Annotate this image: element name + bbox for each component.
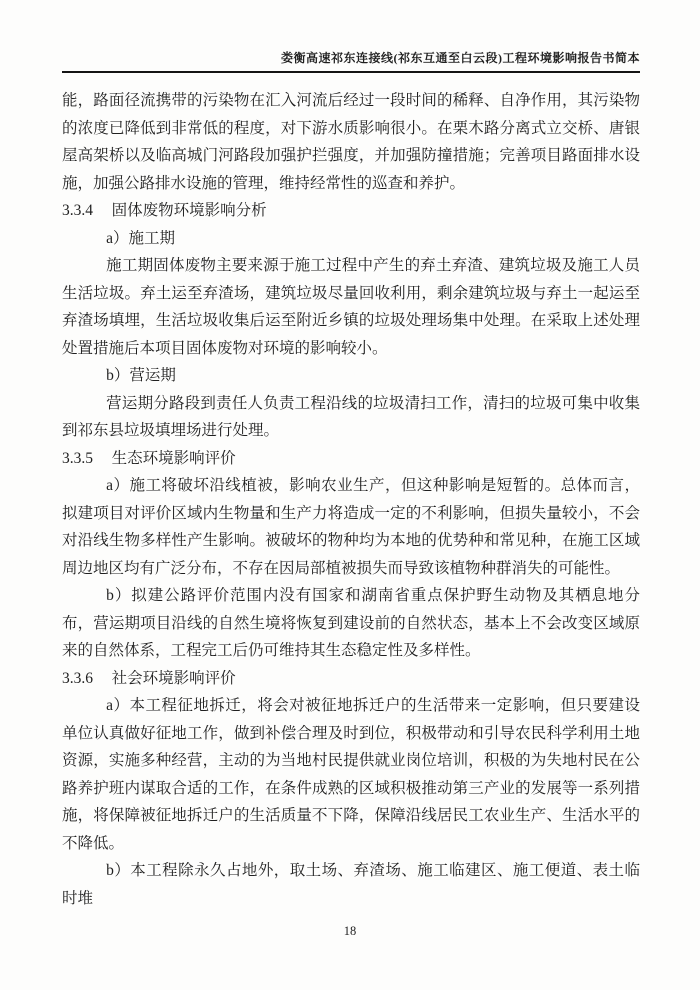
section-number: 3.3.6 [62,669,93,687]
section-title: 社会环境影响评价 [111,669,236,687]
paragraph-solid-waste-operation: 营运期分路段到责任人负责工程沿线的垃圾清扫工作，清扫的垃圾可集中收集到祁东县垃圾填埋场进行处理。 [62,394,640,439]
section-title: 生态环境影响评价 [111,449,236,467]
list-item-operation-period: b）营运期 [106,367,176,384]
paragraph-solid-waste-construction: 施工期固体废物主要来源于施工过程中产生的弃土弃渣、建筑垃圾及施工人员生活垃圾。弃土运至弃渣场，建筑垃圾尽量回收利用，剩余建筑垃圾与弃土一起运至弃渣场填埋，生活垃圾收集后运至附近乡镇的垃圾处理场集中处理。在采取上述处理处置措施后本项目固体废物对环境的影响较小。 [62,257,640,357]
page-header-title: 娄衡高速祁东连接线(祁东互通至白云段)工程环境影响报告书简本 [281,51,640,65]
paragraph-social-a: a）本工程征地拆迁，将会对被征地拆迁户的生活带来一定影响，但只要建设单位认真做好征地工作，做到补偿合理及时到位，积极带动和引导农民科学利用土地资源，实施多种经营，主动的为当地村民提供就业岗位培训，积极的为失地村民在公路养护班内谋取合适的工作，在条件成熟的区域积极推动第三产业的发展等一系列措施，将保障被征地拆迁户的生活质量不下降，保障沿线居民工农业生产、生活水平的不降低。 [62,697,640,852]
page-header-rule [62,50,640,73]
section-heading-3-3-5 [62,445,640,473]
paragraph-ecology-b: b）拟建公路评价范围内没有国家和湖南省重点保护野生动物及其栖息地分布，营运期项目沿线的自然生境将恢复到建设前的自然状态，基本上不会改变区域原来的自然体系，工程完工后仍可维持其生态稳定性及多样性。 [62,587,640,659]
document-body [62,87,640,912]
section-title: 固体废物环境影响分析 [111,202,267,219]
list-item-construction-period: a）施工期 [106,229,176,247]
paragraph-ecology-a: a）施工将破坏沿线植被，影响农业生产，但这种影响是短暂的。总体而言，拟建项目对评价区域内生物量和生产力将造成一定的不利影响，但损失量较小，不会对沿线生物多样性产生影响。被破坏的物种均为本地的优势种和常见种，在施工区域周边地区均有广泛分布，不存在因局部植被损失而导致该植物种群消失的可能性。 [62,477,640,577]
section-number: 3.3.5 [62,449,93,467]
section-number: 3.3.4 [62,202,93,219]
page-number: 18 [343,924,357,938]
page-footer [0,922,700,940]
paragraph-social-b: b）本工程除永久占地外，取土场、弃渣场、施工临建区、施工便道、表土临时堆 [62,862,640,907]
section-heading-3-3-6 [62,665,640,693]
paragraph-runoff-pollution: 能，路面径流携带的污染物在汇入河流后经过一段时间的稀释、自净作用，其污染物的浓度已降低到非常低的程度，对下游水质影响很小。在栗木路分离式立交桥、唐银屋高架桥以及临高城门河路段加强护拦强度，并加强防撞措施；完善项目路面排水设施，加强公路排水设施的管理，维持经常性的巡查和养护。 [62,92,640,192]
section-heading-3-3-4 [62,197,640,225]
